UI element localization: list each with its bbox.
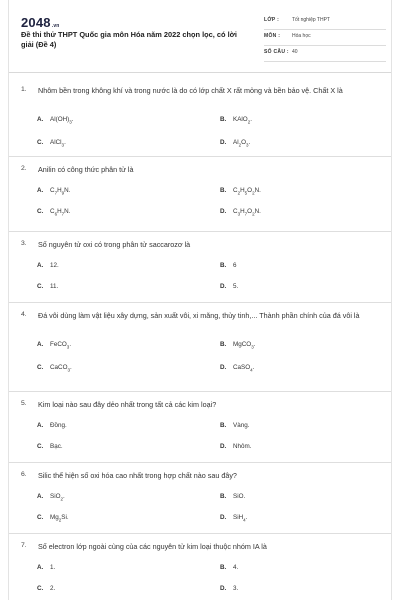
- answer-option-c[interactable]: [37, 585, 55, 592]
- option-letter: C.: [37, 514, 44, 521]
- option-letter: B.: [220, 262, 227, 269]
- option-letter: C.: [37, 443, 44, 450]
- option-letter: D.: [220, 443, 227, 450]
- answer-option-c[interactable]: [37, 443, 63, 450]
- answer-option-c[interactable]: [37, 139, 66, 147]
- option-text: CaSO$_4$.: [233, 364, 255, 373]
- option-letter: C.: [37, 585, 44, 592]
- option-text: 4.: [233, 564, 239, 571]
- answer-option-b[interactable]: [220, 116, 252, 124]
- answer-option-a[interactable]: [37, 341, 71, 349]
- answer-option-d[interactable]: [220, 585, 238, 592]
- option-letter: D.: [220, 208, 227, 215]
- option-letter: B.: [220, 564, 227, 571]
- option-text: SiO.: [233, 493, 246, 500]
- site-logo[interactable]: [21, 15, 60, 30]
- exam-meta: [264, 14, 386, 62]
- question-text: Số electron lớp ngoài cùng của các nguyên tử kim loại thuộc nhóm IA là: [38, 542, 267, 551]
- question-4: [9, 303, 391, 392]
- meta-value-subject: Hóa học: [292, 33, 311, 39]
- meta-label-class: LỚP :: [264, 17, 280, 23]
- option-text: 12.: [50, 262, 59, 269]
- answer-option-d[interactable]: [220, 283, 238, 290]
- question-3: [9, 232, 391, 303]
- option-text: $Mg_2Si$.: [50, 514, 69, 523]
- answer-option-a[interactable]: [37, 116, 74, 124]
- option-letter: D.: [220, 585, 227, 592]
- option-letter: B.: [220, 341, 227, 348]
- option-text: 5.: [233, 283, 239, 290]
- question-number: 7.: [21, 542, 27, 549]
- logo-suffix-text: .vn: [51, 23, 60, 29]
- answer-option-a[interactable]: [37, 493, 65, 501]
- option-letter: A.: [37, 187, 44, 194]
- option-text: 11.: [50, 283, 59, 290]
- question-text: Nhôm bền trong không khí và trong nước là do có lớp chất X rất mỏng và bền bảo vệ. Chất X là: [38, 86, 343, 95]
- option-text: MgCO$_3$.: [233, 341, 256, 350]
- question-number: 1.: [21, 86, 27, 93]
- option-text: $C_7H_9N$.: [50, 187, 71, 196]
- question-7: [9, 534, 391, 596]
- question-text: Anilin có công thức phân tử là: [38, 165, 134, 174]
- option-text: $C_2H_5O_2N$.: [233, 187, 261, 196]
- question-text: Đá vôi dùng làm vật liệu xây dựng, sản xuất vôi, xi măng, thủy tinh,... Thành phần chính của đá vôi là: [38, 311, 360, 320]
- option-letter: C.: [37, 208, 44, 215]
- question-6: [9, 463, 391, 534]
- question-number: 5.: [21, 400, 27, 407]
- answer-option-a[interactable]: [37, 564, 55, 571]
- option-text: KAlO$_2$.: [233, 116, 252, 125]
- answer-option-b[interactable]: [220, 187, 261, 195]
- answer-option-c[interactable]: [37, 514, 69, 522]
- question-number: 2.: [21, 165, 27, 172]
- option-letter: A.: [37, 493, 44, 500]
- question-number: 3.: [21, 240, 27, 247]
- answer-option-b[interactable]: [220, 422, 249, 429]
- answer-option-c[interactable]: [37, 283, 58, 290]
- answer-option-a[interactable]: [37, 422, 67, 429]
- logo-main-text: 2048: [21, 15, 51, 30]
- question-text: Silic thể hiện số oxi hóa cao nhất trong hợp chất nào sau đây?: [38, 471, 237, 480]
- answer-option-d[interactable]: [220, 139, 250, 147]
- option-letter: C.: [37, 139, 44, 146]
- option-letter: B.: [220, 187, 227, 194]
- option-text: Vàng.: [233, 422, 250, 429]
- meta-label-count: SỐ CÂU :: [264, 49, 289, 55]
- exam-header: [9, 0, 391, 66]
- option-letter: B.: [220, 422, 227, 429]
- answer-option-b[interactable]: [220, 493, 245, 500]
- option-letter: A.: [37, 422, 44, 429]
- meta-row-count: [264, 46, 386, 62]
- option-text: $C_6H_7N$.: [50, 208, 71, 217]
- meta-label-subject: MÔN :: [264, 33, 281, 39]
- option-text: 2.: [50, 585, 56, 592]
- question-text: Kim loại nào sau đây dẻo nhất trong tất cả các kim loại?: [38, 400, 217, 409]
- option-letter: C.: [37, 364, 44, 371]
- option-text: Bạc.: [50, 443, 63, 450]
- answer-option-c[interactable]: [37, 208, 70, 216]
- option-letter: C.: [37, 283, 44, 290]
- option-letter: D.: [220, 283, 227, 290]
- option-text: $Al_2O_3$.: [233, 139, 251, 148]
- meta-row-class: [264, 14, 386, 30]
- option-letter: B.: [220, 116, 227, 123]
- option-text: Đồng.: [50, 422, 67, 429]
- answer-option-a[interactable]: [37, 187, 70, 195]
- question-1: [9, 78, 391, 157]
- meta-value-class: Tốt nghiệp THPT: [292, 17, 330, 23]
- option-text: 1.: [50, 564, 56, 571]
- answer-option-d[interactable]: [220, 208, 261, 216]
- answer-option-d[interactable]: [220, 514, 247, 522]
- answer-option-b[interactable]: [220, 262, 237, 269]
- question-text: Số nguyên tử oxi có trong phân tử saccarozơ là: [38, 240, 191, 249]
- question-5: [9, 392, 391, 463]
- exam-title: Đề thi thử THPT Quốc gia môn Hóa năm 2022 chọn lọc, có lời giải (Đề 4): [21, 30, 237, 49]
- option-text: $C_3H_7O_2N$.: [233, 208, 261, 217]
- option-text: FeCO$_3$.: [50, 341, 72, 350]
- option-text: 3.: [233, 585, 239, 592]
- option-text: Nhôm.: [233, 443, 252, 450]
- answer-option-b[interactable]: [220, 564, 238, 571]
- option-text: SiO$_2$.: [50, 493, 65, 502]
- option-text: CaCO$_3$.: [50, 364, 72, 373]
- question-list: [9, 78, 391, 596]
- option-letter: D.: [220, 139, 227, 146]
- answer-option-c[interactable]: [37, 364, 72, 372]
- header-divider: [9, 72, 391, 73]
- option-letter: A.: [37, 564, 44, 571]
- option-text: $Al(OH)_3$.: [50, 116, 74, 125]
- question-number: 6.: [21, 471, 27, 478]
- answer-option-d[interactable]: [220, 364, 254, 372]
- answer-option-d[interactable]: [220, 443, 252, 450]
- option-letter: D.: [220, 514, 227, 521]
- option-letter: A.: [37, 341, 44, 348]
- page-border-right: [391, 0, 392, 600]
- option-letter: D.: [220, 364, 227, 371]
- exam-page: [9, 0, 391, 600]
- option-text: SiH$_4$.: [233, 514, 248, 523]
- meta-value-count: 40: [292, 49, 298, 55]
- answer-option-a[interactable]: [37, 262, 59, 269]
- option-letter: A.: [37, 116, 44, 123]
- option-text: 6: [233, 262, 237, 269]
- option-letter: A.: [37, 262, 44, 269]
- option-text: AlCl$_3$.: [50, 139, 66, 148]
- question-number: 4.: [21, 311, 27, 318]
- question-2: [9, 157, 391, 232]
- answer-option-b[interactable]: [220, 341, 255, 349]
- option-letter: B.: [220, 493, 227, 500]
- meta-row-subject: [264, 30, 386, 46]
